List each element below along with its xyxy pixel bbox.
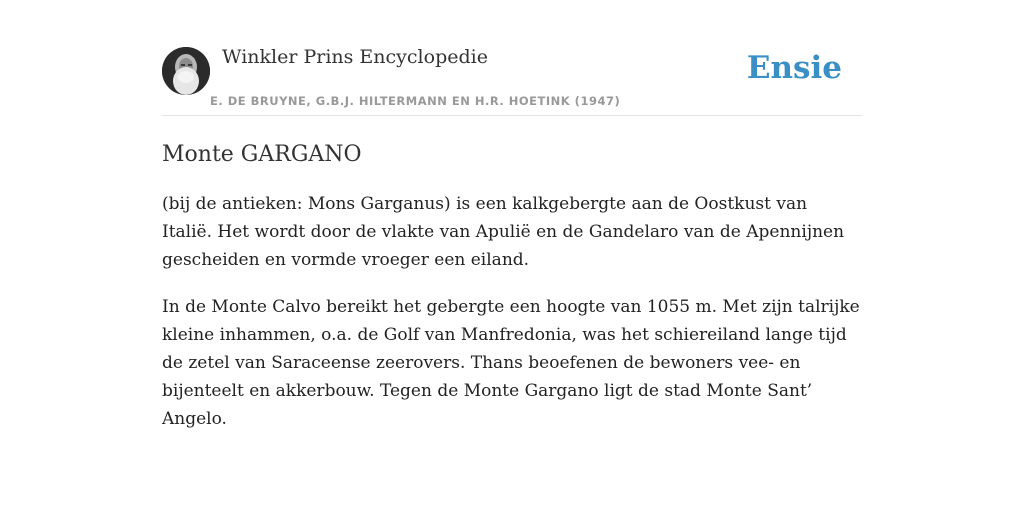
- article-paragraph: (bij de antieken: Mons Garganus) is een kalkgebergte aan de Oostkust van Italië. Het wordt door de vlakte van Apulië en de Gandelaro van de Apennijnen gescheiden en vormde vroeger een eiland.: [162, 194, 845, 270]
- site-name[interactable]: Winkler Prins Encyclopedie: [222, 46, 488, 68]
- bearded-portrait-icon: [162, 47, 210, 95]
- authors-line: E. DE BRUYNE, G.B.J. HILTERMANN EN H.R. HOETINK (1947): [210, 94, 621, 108]
- article-title: Monte GARGANO: [162, 142, 362, 167]
- header: [162, 40, 862, 116]
- page-container: [162, 40, 862, 433]
- article-paragraph: In de Monte Calvo bereikt het gebergte een hoogte van 1055 m. Met zijn talrijke kleine inhammen, o.a. de Golf van Manfredonia, was het schiereiland lange tijd de zetel van Saraceense zeerovers. Thans beoefenen de bewoners vee- en bijenteelt en akkerbouw. Tegen de Monte Gargano ligt de stad Monte Sant’ Angelo.: [162, 297, 860, 429]
- brand-logo[interactable]: Ensie: [746, 50, 842, 86]
- author-avatar[interactable]: [162, 47, 210, 95]
